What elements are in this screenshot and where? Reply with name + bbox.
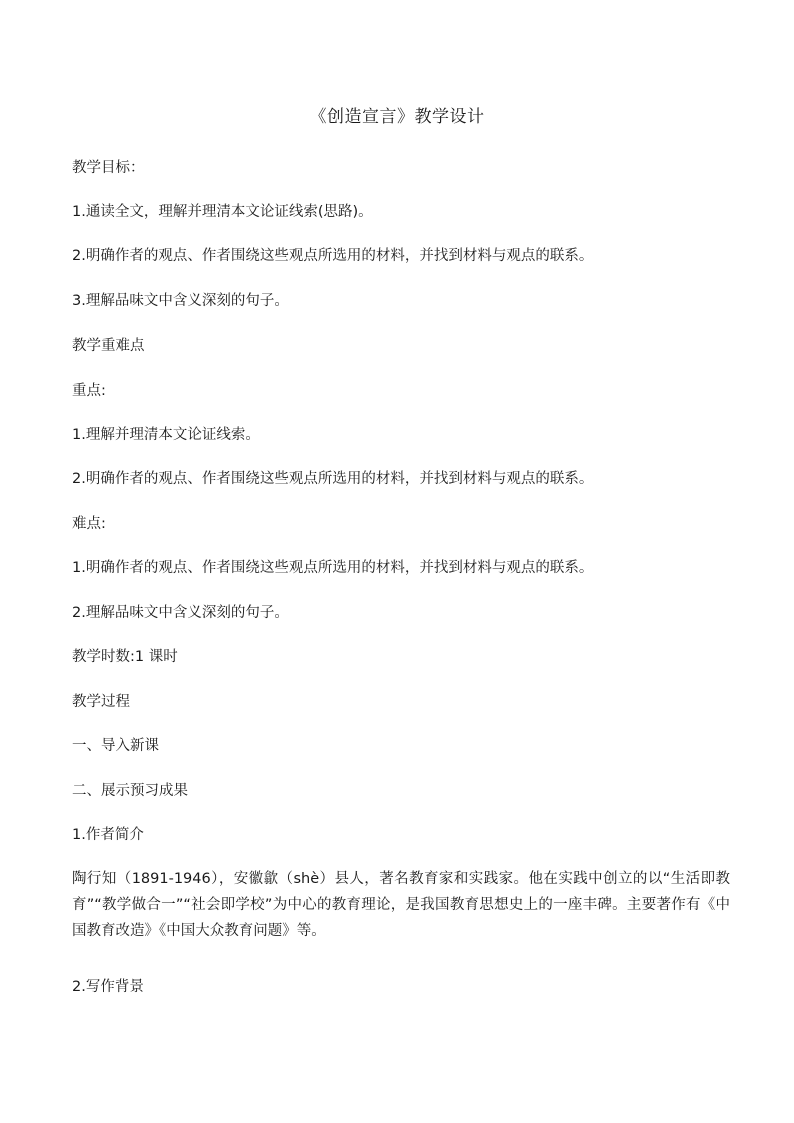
section-heading-key-points: 教学重难点 (72, 338, 145, 354)
process-step-2: 二、展示预习成果 (72, 783, 188, 799)
section-heading-process: 教学过程 (72, 694, 130, 710)
difficulty-item-1: 1.明确作者的观点、作者围绕这些观点所选用的材料，并找到材料与观点的联系。 (72, 560, 594, 576)
teaching-hours: 教学时数:1 课时 (72, 649, 178, 665)
subheading-author-intro: 1.作者简介 (72, 827, 144, 843)
document-title: 《创造宣言》教学设计 (309, 107, 485, 127)
objective-item-1: 1.通读全文，理解并理清本文论证线索(思路)。 (72, 204, 373, 220)
objective-item-2: 2.明确作者的观点、作者围绕这些观点所选用的材料，并找到材料与观点的联系。 (72, 248, 594, 264)
difficulty-item-2: 2.理解品味文中含义深刻的句子。 (72, 605, 289, 621)
key-item-2: 2.明确作者的观点、作者围绕这些观点所选用的材料，并找到材料与观点的联系。 (72, 471, 594, 487)
section-heading-objectives: 教学目标： (72, 160, 145, 176)
subheading-background: 2.写作背景 (72, 979, 144, 995)
objective-item-3: 3.理解品味文中含义深刻的句子。 (72, 293, 289, 309)
subheading-difficulty: 难点: (72, 516, 106, 532)
subheading-key: 重点: (72, 383, 106, 399)
key-item-1: 1.理解并理清本文论证线索。 (72, 427, 260, 443)
process-step-1: 一、导入新课 (72, 738, 159, 754)
author-intro-paragraph: 陶行知（1891-1946），安徽歙（shè）县人，著名教育家和实践家。他在实践中创立的以“生活即教育”“教学做合一”“社会即学校”为中心的教育理论，是我国教育思想史上的一座丰碑。主要著作有《中国教育改造》《中国大众教育问题》等。 (72, 871, 730, 939)
